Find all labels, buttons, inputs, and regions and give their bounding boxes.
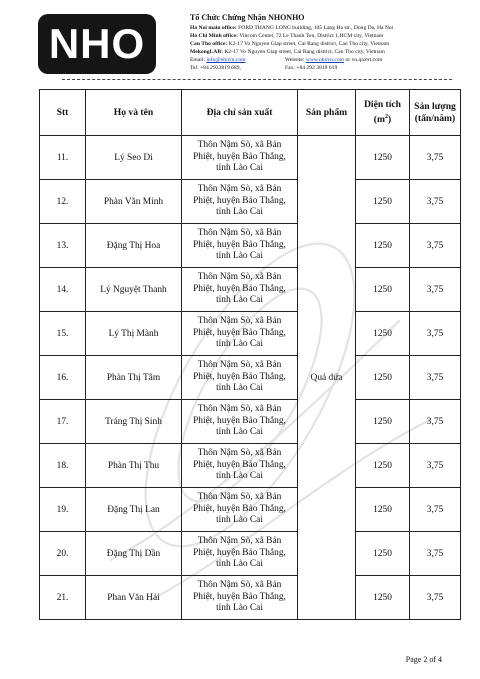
- table-row: [40, 180, 461, 224]
- cell-address: Thôn Nậm Sò, xã Bản Phiệt, huyện Bảo Thắng, tỉnh Lào Cai: [182, 136, 298, 180]
- table-row: [40, 532, 461, 576]
- cell-yield: 3,75: [410, 488, 461, 532]
- header-address: Địa chỉ sản xuất: [182, 90, 298, 136]
- cell-yield: 3,75: [410, 576, 461, 620]
- cell-address: Thôn Nậm Sò, xã Bản Phiệt, huyện Bảo Thắng, tỉnh Lào Cai: [182, 180, 298, 224]
- cell-name: Phàn Thị Thu: [86, 444, 182, 488]
- cell-address: Thôn Nậm Sò, xã Bản Phiệt, huyện Bảo Thắng, tỉnh Lào Cai: [182, 532, 298, 576]
- office-hanoi: Ha Noi main office: FORD THANG LONG building, 105 Lang Ha str., Dong Da, Ha Noi: [190, 25, 394, 31]
- cell-address: Thôn Nậm Sò, xã Bản Phiệt, huyện Bảo Thắng, tỉnh Lào Cai: [182, 576, 298, 620]
- cell-yield: 3,75: [410, 224, 461, 268]
- cell-stt: 15.: [40, 312, 86, 356]
- cell-stt: 17.: [40, 400, 86, 444]
- cell-name: Đặng Thị Hoa: [86, 224, 182, 268]
- cell-area: 1250: [356, 400, 410, 444]
- cell-stt: 12.: [40, 180, 86, 224]
- header-product: Sản phẩm: [298, 90, 356, 136]
- producer-table: [39, 89, 461, 620]
- cell-area: 1250: [356, 576, 410, 620]
- cell-address: Thôn Nậm Sò, xã Bản Phiệt, huyện Bảo Thắng, tỉnh Lào Cai: [182, 224, 298, 268]
- website-link[interactable]: www.nhovn.com: [305, 57, 345, 63]
- cell-stt: 16.: [40, 356, 86, 400]
- cell-name: Phàn Văn Minh: [86, 180, 182, 224]
- cell-name: Phàn Thị Tâm: [86, 356, 182, 400]
- table-row: [40, 576, 461, 620]
- cell-area: 1250: [356, 224, 410, 268]
- cell-area: 1250: [356, 136, 410, 180]
- table-row: [40, 224, 461, 268]
- organization-header: [190, 12, 475, 72]
- office-cantho: Can Tho office: K2-17 Vo Nguyen Giap street, Cai Rang district, Can Tho city, Vietnam: [190, 41, 390, 47]
- contact-row-phone: [190, 64, 475, 72]
- cell-area: 1250: [356, 444, 410, 488]
- cell-stt: 14.: [40, 268, 86, 312]
- cell-name: Phan Văn Hải: [86, 576, 182, 620]
- cell-address: Thôn Nậm Sò, xã Bản Phiệt, huyện Bảo Thắng, tỉnh Lào Cai: [182, 356, 298, 400]
- table-row: [40, 268, 461, 312]
- cell-stt: 20.: [40, 532, 86, 576]
- cell-area: 1250: [356, 532, 410, 576]
- header-stt: Stt: [40, 90, 86, 136]
- cell-stt: 19.: [40, 488, 86, 532]
- cell-area: 1250: [356, 268, 410, 312]
- cell-address: Thôn Nậm Sò, xã Bản Phiệt, huyện Bảo Thắng, tỉnh Lào Cai: [182, 268, 298, 312]
- cell-address: Thôn Nậm Sò, xã Bản Phiệt, huyện Bảo Thắng, tỉnh Lào Cai: [182, 312, 298, 356]
- cell-yield: 3,75: [410, 356, 461, 400]
- cell-stt: 18.: [40, 444, 86, 488]
- organization-name: Tổ Chức Chứng Nhận NHONHO: [190, 13, 305, 22]
- cell-area: 1250: [356, 356, 410, 400]
- contact-row-email: Email: info@nhovn.com Website: www.nhovn.com or vn.qicert.com: [190, 57, 383, 63]
- logo-text: NHO: [48, 20, 146, 67]
- nho-logo: [38, 14, 156, 74]
- table-row: [40, 312, 461, 356]
- table-row: [40, 136, 461, 180]
- cell-yield: 3,75: [410, 136, 461, 180]
- cell-yield: 3,75: [410, 268, 461, 312]
- cell-name: Đặng Thị Lan: [86, 488, 182, 532]
- cell-address: Thôn Nậm Sò, xã Bản Phiệt, huyện Bảo Thắng, tỉnh Lào Cai: [182, 444, 298, 488]
- cell-yield: 3,75: [410, 532, 461, 576]
- header-yield: Sản lượng (tấn/năm): [410, 90, 461, 136]
- tel-text: Tel: +84 2923819 689,: [190, 65, 241, 71]
- cell-product: Quả dứa: [298, 136, 356, 620]
- cell-area: 1250: [356, 180, 410, 224]
- email-link[interactable]: info@nhovn.com: [206, 57, 246, 63]
- table-row: [40, 488, 461, 532]
- cell-stt: 13.: [40, 224, 86, 268]
- table-row: [40, 444, 461, 488]
- header-divider: [62, 79, 452, 80]
- cell-yield: 3,75: [410, 400, 461, 444]
- header-area: Diện tích $(m^2)$: [356, 90, 410, 136]
- cell-yield: 3,75: [410, 444, 461, 488]
- cell-name: Lý Seo Di: [86, 136, 182, 180]
- office-mekonglab: MekongLAB: K2-17 Vo Nguyen Giap street, Cai Rang district, Can Tho city, Vietnam: [190, 49, 385, 55]
- table-row: [40, 356, 461, 400]
- cell-area: 1250: [356, 312, 410, 356]
- cell-stt: 21.: [40, 576, 86, 620]
- cell-name: Đặng Thị Dần: [86, 532, 182, 576]
- cell-name: Lý Thị Mành: [86, 312, 182, 356]
- header-name: Họ và tên: [86, 90, 182, 136]
- cell-name: Tráng Thị Sinh: [86, 400, 182, 444]
- cell-yield: 3,75: [410, 312, 461, 356]
- table-header-row: [40, 90, 461, 136]
- fax-text: Fax: +84 292 3819 619: [285, 65, 338, 71]
- office-hcm: Ho Chi Minh office: Vincom Center, 72 Le Thanh Ton, District 1,HCM city, Vietnam: [190, 33, 384, 39]
- page-number: Page 2 of 4: [405, 655, 442, 664]
- cell-stt: 11.: [40, 136, 86, 180]
- cell-area: 1250: [356, 488, 410, 532]
- cell-yield: 3,75: [410, 180, 461, 224]
- table-row: [40, 400, 461, 444]
- cell-address: Thôn Nậm Sò, xã Bản Phiệt, huyện Bảo Thắng, tỉnh Lào Cai: [182, 488, 298, 532]
- cell-name: Lý Nguyệt Thanh: [86, 268, 182, 312]
- cell-address: Thôn Nậm Sò, xã Bản Phiệt, huyện Bảo Thắng, tỉnh Lào Cai: [182, 400, 298, 444]
